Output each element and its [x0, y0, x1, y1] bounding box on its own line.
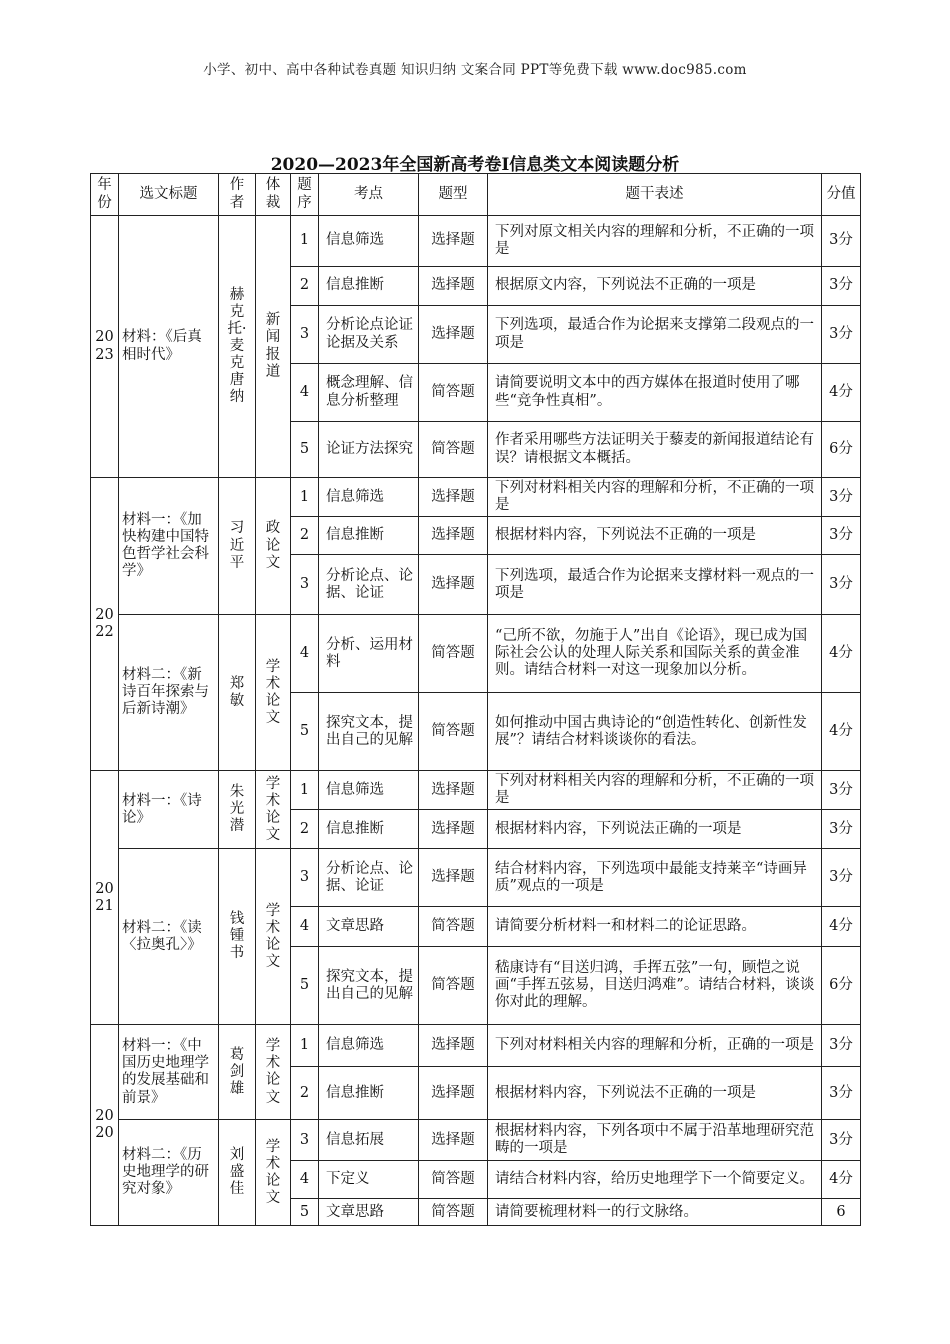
question-stem: 请简要梳理材料一的行文脉络。 [488, 1199, 822, 1226]
question-type: 选择题 [419, 555, 488, 615]
question-stem: 根据材料内容，下列说法不正确的一项是 [488, 1067, 822, 1120]
exam-point: 信息推断 [319, 1067, 419, 1120]
exam-point: 下定义 [319, 1161, 419, 1199]
author: 赫克托·麦克唐纳 [219, 216, 256, 478]
exam-point: 信息推断 [319, 517, 419, 555]
genre: 学术论文 [256, 849, 291, 1025]
genre: 政论文 [256, 478, 291, 615]
question-type: 简答题 [419, 693, 488, 771]
exam-point: 分析、运用材料 [319, 615, 419, 693]
score: 6分 [822, 422, 861, 478]
question-number: 5 [291, 947, 319, 1025]
table-header-row [91, 174, 861, 216]
question-type: 简答题 [419, 615, 488, 693]
score: 4分 [822, 907, 861, 947]
question-stem: 请简要说明文本中的西方媒体在报道时使用了哪些“竞争性真相”。 [488, 364, 822, 422]
question-stem: 下列对材料相关内容的理解和分析，不正确的一项是 [488, 771, 822, 810]
question-type: 选择题 [419, 1120, 488, 1161]
exam-point: 探究文本，提出自己的见解 [319, 947, 419, 1025]
score: 3分 [822, 849, 861, 907]
score: 3分 [822, 810, 861, 849]
author: 习近平 [219, 478, 256, 615]
col-score-header: 分值 [822, 174, 861, 216]
question-number: 4 [291, 615, 319, 693]
score: 4分 [822, 364, 861, 422]
question-type: 选择题 [419, 478, 488, 517]
table-row [91, 849, 861, 907]
question-type: 简答题 [419, 364, 488, 422]
question-type: 选择题 [419, 1025, 488, 1067]
score: 6 [822, 1199, 861, 1226]
table-row [91, 1025, 861, 1067]
question-number: 2 [291, 267, 319, 306]
question-stem: 根据材料内容，下列说法不正确的一项是 [488, 517, 822, 555]
question-number: 1 [291, 216, 319, 267]
question-stem: 请简要分析材料一和材料二的论证思路。 [488, 907, 822, 947]
material-title: 材料一：《加快构建中国特色哲学社会科学》 [119, 478, 219, 615]
exam-point: 信息筛选 [319, 1025, 419, 1067]
exam-point: 信息筛选 [319, 771, 419, 810]
score: 4分 [822, 693, 861, 771]
year-cell: 2021 [91, 771, 119, 1025]
score: 3分 [822, 306, 861, 364]
question-number: 3 [291, 306, 319, 364]
question-type: 简答题 [419, 1199, 488, 1226]
col-point-header: 考点 [319, 174, 419, 216]
author: 朱光潜 [219, 771, 256, 849]
question-type: 选择题 [419, 771, 488, 810]
genre: 新闻报道 [256, 216, 291, 478]
exam-point: 信息推断 [319, 810, 419, 849]
year-cell: 2023 [91, 216, 119, 478]
col-title-header: 选文标题 [119, 174, 219, 216]
col-type-header: 题型 [419, 174, 488, 216]
genre: 学术论文 [256, 615, 291, 771]
col-author-header: 作者 [219, 174, 256, 216]
question-stem: 请结合材料内容，给历史地理学下一个简要定义。 [488, 1161, 822, 1199]
question-type: 简答题 [419, 1161, 488, 1199]
genre: 学术论文 [256, 771, 291, 849]
score: 3分 [822, 1067, 861, 1120]
page-title: 2020—2023年全国新高考卷Ⅰ信息类文本阅读题分析 [270, 155, 680, 175]
exam-point: 信息推断 [319, 267, 419, 306]
question-type: 选择题 [419, 1067, 488, 1120]
genre: 学术论文 [256, 1120, 291, 1226]
question-type: 选择题 [419, 849, 488, 907]
question-stem: 作者采用哪些方法证明关于藜麦的新闻报道结论有误？请根据文本概括。 [488, 422, 822, 478]
question-number: 2 [291, 810, 319, 849]
question-type: 选择题 [419, 810, 488, 849]
question-number: 2 [291, 517, 319, 555]
question-type: 简答题 [419, 947, 488, 1025]
exam-point: 分析论点、论据、论证 [319, 849, 419, 907]
exam-point: 信息筛选 [319, 216, 419, 267]
material-title: 材料一：《诗论》 [119, 771, 219, 849]
question-type: 简答题 [419, 907, 488, 947]
exam-point: 信息筛选 [319, 478, 419, 517]
table-row [91, 615, 861, 693]
material-title: 材料二：《历史地理学的研究对象》 [119, 1120, 219, 1226]
col-stem-header: 题干表述 [488, 174, 822, 216]
question-type: 选择题 [419, 306, 488, 364]
question-stem: 下列选项，最适合作为论据来支撑材料一观点的一项是 [488, 555, 822, 615]
exam-point: 分析论点、论据、论证 [319, 555, 419, 615]
score: 3分 [822, 1025, 861, 1067]
exam-point: 分析论点论证论据及关系 [319, 306, 419, 364]
score: 3分 [822, 1120, 861, 1161]
question-number: 2 [291, 1067, 319, 1120]
question-number: 5 [291, 693, 319, 771]
question-stem: 根据原文内容，下列说法不正确的一项是 [488, 267, 822, 306]
question-number: 3 [291, 555, 319, 615]
author: 刘盛佳 [219, 1120, 256, 1226]
question-stem: 根据材料内容，下列各项中不属于沿革地理研究范畴的一项是 [488, 1120, 822, 1161]
score: 4分 [822, 1161, 861, 1199]
question-type: 选择题 [419, 216, 488, 267]
question-number: 3 [291, 849, 319, 907]
question-number: 4 [291, 364, 319, 422]
score: 4分 [822, 615, 861, 693]
exam-point: 概念理解、信息分析整理 [319, 364, 419, 422]
question-number: 3 [291, 1120, 319, 1161]
year-cell: 2022 [91, 478, 119, 771]
exam-point: 探究文本，提出自己的见解 [319, 693, 419, 771]
score: 3分 [822, 555, 861, 615]
material-title: 材料二：《读〈拉奥孔〉》 [119, 849, 219, 1025]
score: 3分 [822, 517, 861, 555]
author: 葛剑雄 [219, 1025, 256, 1120]
table-row [91, 771, 861, 810]
question-stem: 下列对材料相关内容的理解和分析，正确的一项是 [488, 1025, 822, 1067]
year-cell: 2020 [91, 1025, 119, 1226]
page-header: 小学、初中、高中各种试卷真题 知识归纳 文案合同 PPT等免费下载 www.doc985.com [203, 62, 747, 78]
question-number: 1 [291, 478, 319, 517]
material-title: 材料二：《新诗百年探索与后新诗潮》 [119, 615, 219, 771]
question-number: 1 [291, 771, 319, 810]
score: 3分 [822, 267, 861, 306]
table-row [91, 478, 861, 517]
material-title: 材料：《后真相时代》 [119, 216, 219, 478]
col-number-header: 题序 [291, 174, 319, 216]
question-stem: 结合材料内容，下列选项中最能支持莱辛“诗画异质”观点的一项是 [488, 849, 822, 907]
score: 6分 [822, 947, 861, 1025]
question-type: 选择题 [419, 267, 488, 306]
exam-point: 论证方法探究 [319, 422, 419, 478]
question-number: 4 [291, 907, 319, 947]
author: 郑敏 [219, 615, 256, 771]
col-year-header: 年份 [91, 174, 119, 216]
question-type: 选择题 [419, 517, 488, 555]
question-stem: “己所不欲，勿施于人”出自《论语》，现已成为国际社会公认的处理人际关系和国际关系的黄金准则。请结合材料一对这一现象加以分析。 [488, 615, 822, 693]
exam-point: 文章思路 [319, 907, 419, 947]
question-number: 5 [291, 1199, 319, 1226]
question-number: 1 [291, 1025, 319, 1067]
question-stem: 根据材料内容，下列说法正确的一项是 [488, 810, 822, 849]
author: 钱锺书 [219, 849, 256, 1025]
question-number: 5 [291, 422, 319, 478]
score: 3分 [822, 771, 861, 810]
question-type: 简答题 [419, 422, 488, 478]
question-stem: 下列对原文相关内容的理解和分析，不正确的一项是 [488, 216, 822, 267]
material-title: 材料一：《中国历史地理学的发展基础和前景》 [119, 1025, 219, 1120]
exam-point: 信息拓展 [319, 1120, 419, 1161]
score: 3分 [822, 216, 861, 267]
question-number: 4 [291, 1161, 319, 1199]
table-row [91, 1120, 861, 1161]
question-stem: 下列选项，最适合作为论据来支撑第二段观点的一项是 [488, 306, 822, 364]
question-stem: 嵇康诗有“目送归鸿，手挥五弦”一句，顾恺之说画“手挥五弦易，目送归鸿难”。请结合材料，谈谈你对此的理解。 [488, 947, 822, 1025]
table-row [91, 216, 861, 267]
analysis-table [90, 173, 861, 1226]
question-stem: 下列对材料相关内容的理解和分析，不正确的一项是 [488, 478, 822, 517]
genre: 学术论文 [256, 1025, 291, 1120]
exam-point: 文章思路 [319, 1199, 419, 1226]
col-genre-header: 体裁 [256, 174, 291, 216]
question-stem: 如何推动中国古典诗论的“创造性转化、创新性发展”？请结合材料谈谈你的看法。 [488, 693, 822, 771]
score: 3分 [822, 478, 861, 517]
